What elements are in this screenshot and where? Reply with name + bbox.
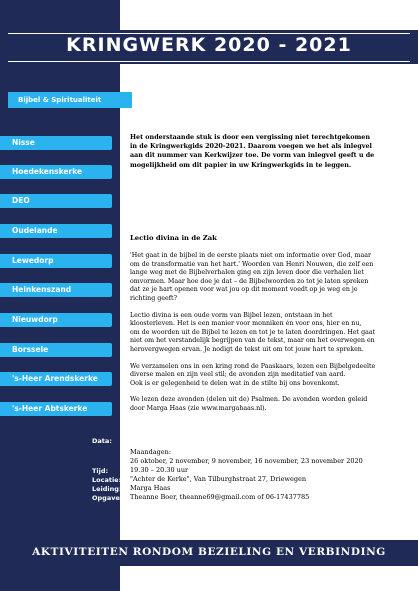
info-tijd: 19.30 – 20.30 uur [130, 466, 189, 474]
intro-line: Het onderstaande stuk is door een vergissing niet terechtgekomen [130, 133, 370, 141]
text-line: diverse malen en zijn veel stil; de avonden zijn meditatief van aard. [130, 371, 346, 379]
page-title: KRINGWERK 2020 - 2021 [66, 34, 352, 56]
nav-item-hoedekenskerke[interactable]: Hoedekenskerke [0, 165, 112, 179]
nav-item-heer-arendskerke[interactable]: 's-Heer Arendskerke [0, 372, 112, 386]
text-line: We verzamelen ons in een kring rond de Paaskaars, lezen een Bijbelgedeelte [130, 362, 376, 370]
nav-item-borssele[interactable]: Borssele [0, 343, 112, 357]
text-line: kloosterleven. Het is een manier voor monniken én voor ons, hier en nu, [130, 320, 362, 328]
text-line: lange weg met de Bijbelverhalen ging en zijn leven door die verhalen liet [130, 269, 364, 277]
info-opgave: Theanne Boer, theanne69@gmail.com of 06-17437785 [130, 493, 310, 501]
nav-item-oudelande[interactable]: Oudelande [0, 224, 112, 238]
paragraph [130, 363, 412, 389]
text-line: Ook is er gelegenheid te delen wat in de stilte bij ons bovenkomt. [130, 379, 340, 387]
article-body [130, 252, 412, 422]
intro-line: aan dit nummer van Kerkwijzer toe. De vorm van inlegvel geeft u de [130, 151, 375, 160]
intro-notice [130, 133, 412, 170]
info-data-label: Data: [92, 437, 112, 445]
nav-item-nieuwdorp[interactable]: Nieuwdorp [0, 313, 112, 327]
nav-item-nisse[interactable]: Nisse [0, 136, 112, 150]
text-line: 'Het gaat in de bijbel in de eerste plaats niet om informatie over God, maar [130, 252, 371, 259]
nav-item-deo[interactable]: DEO [0, 194, 112, 208]
text-line: richting geeft? [130, 294, 177, 302]
info-locatie-label: Locatie: [92, 476, 122, 484]
text-line: Lectio divina is een oude vorm van Bijbel lezen, ontstaan in het [130, 311, 333, 319]
info-locatie: "Achter de Kerke", Van Tilburghstraat 27, Driewegen [130, 475, 307, 483]
nav-item-lewedorp[interactable]: Lewedorp [0, 254, 112, 268]
text-line: We lezen deze avonden (delen uit de) Psalmen. De avonden worden geleid [130, 396, 368, 404]
intro-line: in de Kringwerkgids 2020-2021. Daarom voegen we het als inlegvel [130, 142, 372, 151]
info-leiding: Marga Haas [130, 484, 171, 492]
category-tag: Bijbel & Spiritualiteit [8, 92, 132, 108]
text-line: dat ze je hart openen voor wat jou op dit moment voedt op je weg en je [130, 286, 358, 294]
paragraph [130, 312, 412, 355]
header-rule-bottom [8, 61, 410, 62]
text-line: niet om het verstandelijk begrijpen van de tekst, maar om het overwegen en [130, 337, 375, 345]
text-line: herovergwegen ervan. Je nodigt de tekst uit om tot jouw hart te spreken. [130, 345, 364, 353]
footer-slogan: AKTIVITEITEN RONDOM BEZIELING EN VERBINDING [32, 546, 386, 558]
info-data-line2: 26 oktober, 2 november, 9 november, 16 november, 23 november 2020 [130, 457, 363, 465]
paragraph [130, 252, 412, 304]
text-line: om de transformatie van het hart.' Woorden van Henri Nouwen, die zelf een [130, 260, 374, 268]
nav-item-heinkenszand[interactable]: Heinkenszand [0, 283, 112, 297]
article-heading: Lectio divina in de Zak [130, 234, 217, 242]
info-opgave-label: Opgave: [92, 494, 123, 502]
text-line: om de woorden uit de Bijbel te lezen en tot je te laten doordringen. Het gaat [130, 328, 376, 336]
info-tijd-label: Tijd: [92, 467, 109, 475]
nav-item-heer-abtskerke[interactable]: 's-Heer Abtskerke [0, 402, 112, 416]
paragraph [130, 396, 412, 413]
info-leiding-label: Leiding: [92, 485, 122, 493]
text-line: omvormen. Maar hoe doe je dat – de Bijbelwoorden zo tot je laten spreken [130, 277, 369, 285]
intro-line: mogelijkheid om dit papier in uw Kringwerkgids in te leggen. [130, 160, 352, 169]
info-data-line1: Maandagen: [130, 448, 172, 456]
text-line: door Marga Haas (zie www.margahaas.nl). [130, 404, 267, 412]
